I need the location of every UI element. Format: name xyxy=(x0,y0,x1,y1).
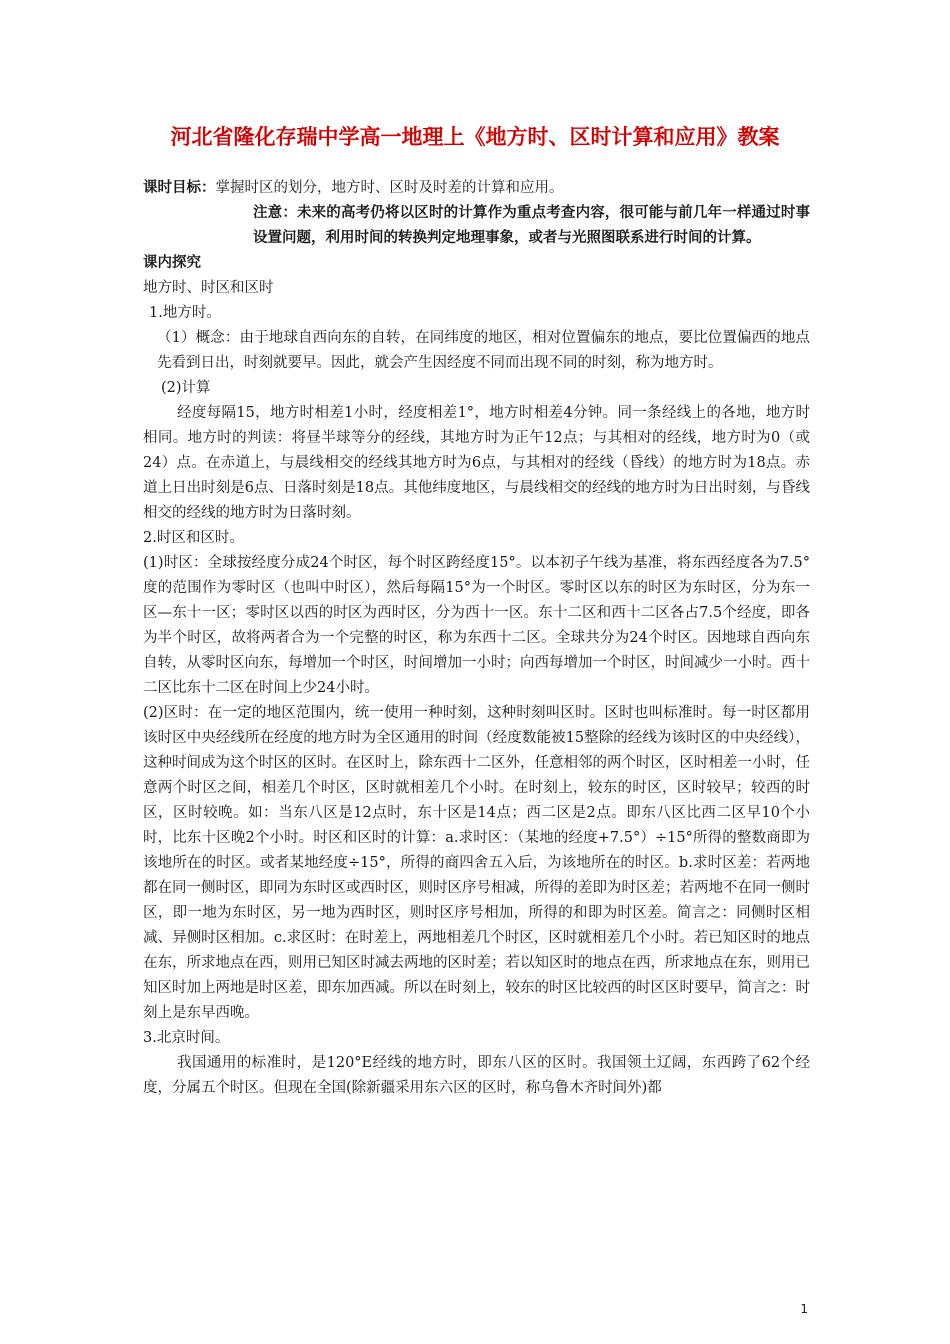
objective-line xyxy=(143,176,810,201)
objective-text: 掌握时区的划分，地方时、区时及时差的计算和应用。 xyxy=(215,180,564,196)
item2-heading: 2.时区和区时。 xyxy=(143,530,244,546)
objective-label: 课时目标： xyxy=(143,180,216,196)
item1-calc-heading: (2)计算 xyxy=(161,380,211,396)
item1-calc-text: 经度每隔15，地方时相差1小时，经度相差1°，地方时相差4分钟。同一条经线上的各地，地方时相同。地方时的判读：将昼半球等分的经线，其地方时为正午12点；与其相对的经线，地方时为0（或24）点。在赤道上，与晨线相交的经线其地方时为6点，与其相对的经线（昏线）的地方时为18点。赤道上日出时刻是6点、日落时刻是18点。其他纬度地区，与晨线相交的经线的地方时为日出时刻，与昏线相交的经线的地方时为日落时刻。 xyxy=(143,405,810,521)
item3-heading: 3.北京时间。 xyxy=(143,1030,230,1046)
item1-heading: 1.地方时。 xyxy=(149,305,221,321)
item2-time-text: (2)区时：在一定的地区范围内，统一使用一种时刻，这种时刻叫区时。区时也叫标准时。每一时区都用该时区中央经线所在经度的地方时为全区通用的时间（经度数能被15整除的经线为该时区的中央经线），这种时间成为这个时区的区时。在区时上，除东西十二区外，任意相邻的两个时区，区时相差一小时，任意两个时区之间，相差几个时区，区时就相差几个小时。在时刻上，较东的时区，区时较早；较西的时区，区时较晚。如：当东八区是12点时，东十区是14点；西二区是2点。即东八区比西二区早10个小时，比东十区晚2个小时。时区和区时的计算：a.求时区：（某地的经度+7.5°）÷15°所得的整数商即为该地所在的时区。或者某地经度÷15°，所得的商四舍五入后，为该地所在的时区。b.求时区差：若两地都在同一侧时区，即同为东时区或西时区，则时区序号相减，所得的差即为时区差；若两地不在同一侧时区，即一地为东时区，另一地为西时区，则时区序号相加，所得的和即为时区差。简言之：同侧时区相减、异侧时区相加。c.求区时：在时差上，两地相差几个时区，区时就相差几个小时。若已知区时的地点在东，所求地点在西，则用已知区时减去两地的区时差；若以知区时的地点在西，所求地点在东，则用已知区时加上两地是时区差，即东加西减。所以在时刻上，较东的时区比较西的时区区时要早，简言之：时刻上是东早西晚。 xyxy=(143,705,810,1021)
section-heading: 课内探究 xyxy=(143,255,201,271)
subsection-heading: 地方时、时区和区时 xyxy=(143,280,274,296)
document-body xyxy=(143,176,810,1101)
item3-text: 我国通用的标准时，是120°E经线的地方时，即东八区的区时。我国领土辽阔，东西跨了62个经度，分属五个时区。但现在全国(除新疆采用东六区的区时，称乌鲁木齐时间外)都 xyxy=(143,1055,810,1096)
item2-zone-text: (1)时区：全球按经度分成24个时区，每个时区跨经度15°。以本初子午线为基准，将东西经度各为7.5°度的范围作为零时区（也叫中时区），然后每隔15°为一个时区。零时区以东的时区为东时区，分为东一区—东十一区；零时区以西的时区为西时区，分为西十一区。东十二区和西十二区各占7.5个经度，即各为半个时区，故将两者合为一个完整的时区，称为东西十二区。全球共分为24个时区。因地球自西向东自转，从零时区向东，每增加一个时区，时间增加一小时；向西每增加一个时区，时间减少一小时。西十二区比东十二区在时间上少24小时。 xyxy=(143,555,810,696)
exam-note: 注意：未来的高考仍将以区时的计算作为重点考查内容，很可能与前几年一样通过时事设置问题，利用时间的转换判定地理事象，或者与光照图联系进行时间的计算。 xyxy=(253,205,810,246)
page-number: 1 xyxy=(800,1302,808,1316)
document-title: 河北省隆化存瑞中学高一地理上《地方时、区时计算和应用》教案 xyxy=(170,125,780,149)
item1-concept: （1）概念：由于地球自西向东的自转，在同纬度的地区，相对位置偏东的地点，要比位置偏西的地点先看到日出，时刻就要早。因此，就会产生因经度不同而出现不同的时刻，称为地方时。 xyxy=(157,330,810,371)
